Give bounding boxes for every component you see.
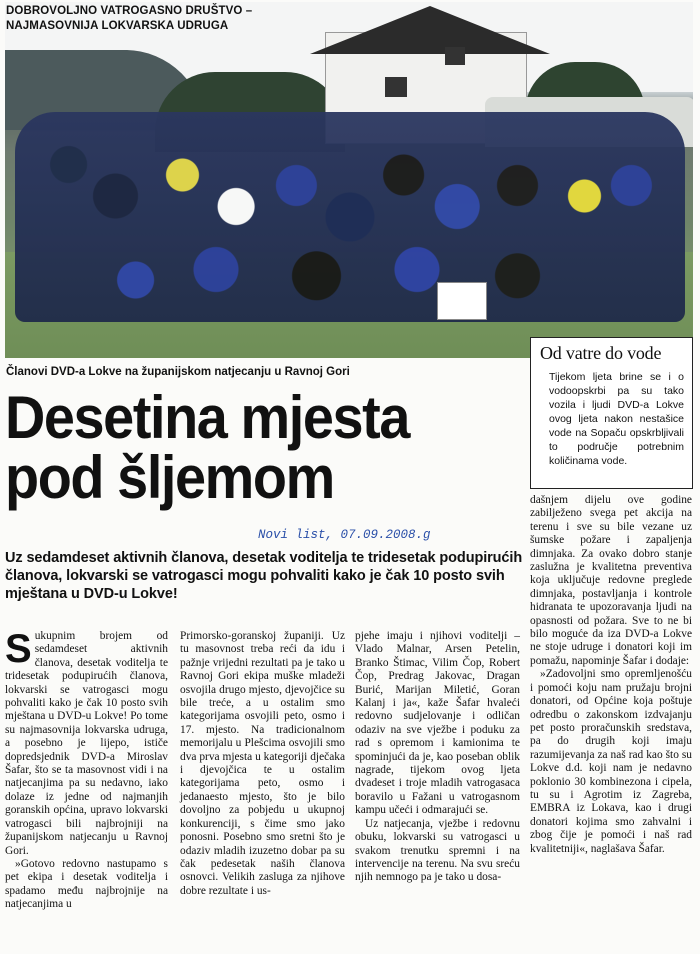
sidebar-box xyxy=(530,337,693,489)
sidebar-text: Tijekom ljeta brine se i o vodoopskrbi pa su tako vozila i ljudi DVD-a Lokve ovog ljeta nakon nestašice vode na Sopaču opskrbljivali to područje potrebnim količinama vode. xyxy=(549,371,684,467)
kicker-line-2: NAJMASOVNIJA LOKVARSKA UDRUGA xyxy=(6,20,229,32)
photo-roof xyxy=(310,6,550,54)
article-paragraph: pjehe imaju i njihovi voditelji – Vlado Malnar, Arsen Petelin, Branko Štimac, Vilim Čop, Robert Čop, Predrag Jakovac, Dragan Burić, Marijan Miletić, Goran Kalanj i ja«, kaže Šafar hvaleći redovno sudjelovanje i odličan odaziv na sve vježbe i poduku za rad s opremom i kamionima te spominjući da je, kao poseban oblik nagrade, tijekom ovog ljeta dvadeset i troje mladih vatrogasaca boravilo u Fažani u vatrogasnom kampu učeći i odmarajući se. xyxy=(355,630,520,817)
article-paragraph: »Gotovo redovno nastupamo s pet ekipa i desetak voditelja i spadamo među najbrojnije na natjecanjima u xyxy=(5,857,168,911)
photo-caption: Članovi DVD-a Lokve na županijskom natjecanju u Ravnoj Gori xyxy=(6,366,350,378)
article-paragraph: dašnjem dijelu ove godine zabilježeno svega pet akcija na terenu i sve su bile vezane uz šumske požare i zapaljenja dimnjaka. Za ovako dobro stanje zaslužna je kvalitetna preventiva koja uključuje redovne preglede dimnjaka, postavljanja i kontrole hidranata te upozoravanja ljudi na opasnosti od požara. Sve to ne bi bilo moguće da iza DVD-a Lokve ne stoje udruge i donatori koji im pomažu, napominje Šafar i dodaje: xyxy=(530,494,692,667)
lead-paragraph: Uz sedamdeset aktivnih članova, desetak voditelja te tridesetak podupirućih članova, lokvarski se vatrogasci mogu pohvaliti kako je čak 10 posto svih mještana u DVD-u Lokve! xyxy=(5,550,523,602)
article-paragraph xyxy=(5,627,168,858)
headline-line-1: Desetina mjesta xyxy=(5,384,409,451)
article-paragraph: Uz natjecanja, vježbe i redovnu obuku, lokvarski su vatrogasci u svakom trenutku spremni i na intervencije na terenu. Na svu sreću njih nemnogo pa je tako u dosa- xyxy=(355,817,520,884)
article-column-4 xyxy=(530,494,692,856)
article-column-2 xyxy=(180,630,345,898)
article-paragraph: Primorsko-goranskoj županiji. Uz tu masovnost treba reći da idu i pažnje vrijedni rezultati pa je tako u Ravnoj Gori ekipa muške mladeži osvojila drugo mjesto, djevojčice su bile treće, a u ostalim smo kategorijama osvojili peto, osmo i 17. mjesto. Na tradicionalnom memorijalu u Plešcima osvojili smo dva prva mjesta u kategoriji dječaka i djevojčica te u ostalim kategorijama peto, osmo i jedanaesto mjesto, što je bilo dovoljno za pobjedu u ukupnoj konkurenciji, s čime smo jako ponosni. Posebno smo sretni što je odaziv mladih izuzetno dobar pa su čak pedesetak naših članova osnovci. Velikih zasluga za njihove dobre rezultate i us- xyxy=(180,630,345,897)
article-paragraph: »Zadovoljni smo opremljenošću i pomoći koju nam pružaju brojni donatori, od Općine koja poštuje odredbu o zakonskom izdvajanju pet posto proračunskih sredstava, pa do drugih koji imaju razumijevanja za naš rad kao što su Lokve d.d. koji nam je nedavno poklonio 30 kombinezona i cipela, tu su i Agrotim iz Zagreba, EMBRA iz Lokava, kao i drugi donatori kojima smo zahvalni i zbog čije je pomoći i naš rad kvalitetniji«, naglašava Šafar. xyxy=(530,668,692,855)
photo-window xyxy=(385,77,407,97)
source-note: Novi list, 07.09.2008.g xyxy=(258,528,431,542)
photo-window xyxy=(445,47,465,65)
group-photo xyxy=(5,2,693,358)
article-column-3 xyxy=(355,630,520,885)
photo-crowd xyxy=(15,112,685,322)
photo-sign xyxy=(437,282,487,320)
sidebar-title: Od vatre do vode xyxy=(540,343,662,363)
headline xyxy=(5,384,489,511)
kicker-line-1: DOBROVOLJNO VATROGASNO DRUŠTVO – xyxy=(6,5,253,17)
headline-line-2: pod šljemom xyxy=(5,444,334,511)
kicker xyxy=(6,4,336,34)
paragraph-text: ukupnim brojem od sedamdeset aktivnih članova, desetak voditelja te tridesetak podupirućih članova, lokvarski se vatrogasci mogu pohvaliti kako je čak 10 posto svih mještana u DVD-u Lokve! Po tome su najmasovnija lokvarska udruga, a posebno je lijepo, ističe dopredsjednik DVD-a Miroslav Šafar, što se ta masovnost vidi i na natjecanjima pa su nedavno, iako dolaze iz jedne od najmanjih goranskih općina, upravo lokvarski vatrogasci bili najbrojniji na županijskom natjecanju u Ravnoj Gori. xyxy=(5,630,168,857)
article-column-1 xyxy=(5,627,168,912)
dropcap: S xyxy=(5,627,32,671)
